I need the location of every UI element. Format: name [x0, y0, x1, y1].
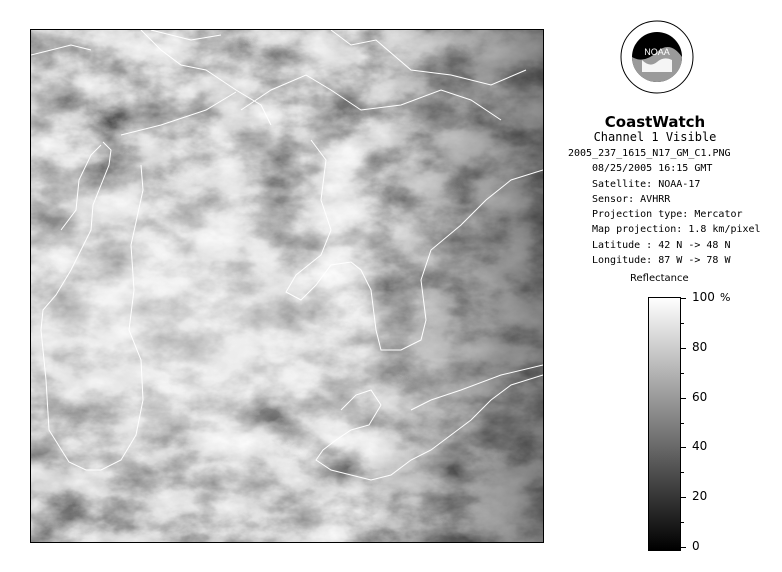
projection-type-label: Projection type: Mercator [592, 209, 743, 220]
filename-label: 2005_237_1615_N17_GM_C1.PNG [568, 148, 731, 159]
colorbar-tick-label: 0 [692, 539, 700, 553]
satellite-image [30, 29, 544, 543]
colorbar-tick-label: 100 [692, 290, 715, 304]
colorbar-title: Reflectance [630, 273, 689, 284]
reflectance-colorbar [648, 297, 681, 551]
colorbar-tick [680, 323, 684, 324]
colorbar-tick [680, 373, 684, 374]
colorbar-tick [680, 298, 686, 299]
channel-subtitle: Channel 1 Visible [593, 130, 717, 144]
map-projection-label: Map projection: 1.8 km/pixel [592, 224, 761, 235]
noaa-logo-icon [620, 20, 694, 94]
datetime-label: 08/25/2005 16:15 GMT [592, 163, 713, 174]
longitude-label: Longitude: 87 W -> 78 W [592, 255, 731, 266]
colorbar-tick-label: 60 [692, 389, 708, 404]
product-title: CoastWatch [604, 113, 706, 131]
colorbar-tick [680, 547, 686, 548]
colorbar-tick [680, 522, 684, 523]
colorbar-tick [680, 447, 686, 448]
colorbar-tick [680, 348, 686, 349]
colorbar-tick [680, 472, 684, 473]
svg-text:NOAA: NOAA [644, 47, 670, 57]
latitude-label: Latitude : 42 N -> 48 N [592, 240, 731, 251]
colorbar-tick [680, 497, 686, 498]
satellite-label: Satellite: NOAA-17 [592, 179, 701, 190]
colorbar-unit: % [720, 291, 731, 304]
colorbar-tick [680, 423, 684, 424]
sensor-label: Sensor: AVHRR [592, 194, 671, 205]
colorbar-tick [680, 398, 686, 399]
colorbar-tick-label: 20 [692, 489, 708, 504]
colorbar-tick-label: 80 [692, 339, 708, 354]
colorbar-tick-label: 40 [692, 439, 708, 454]
